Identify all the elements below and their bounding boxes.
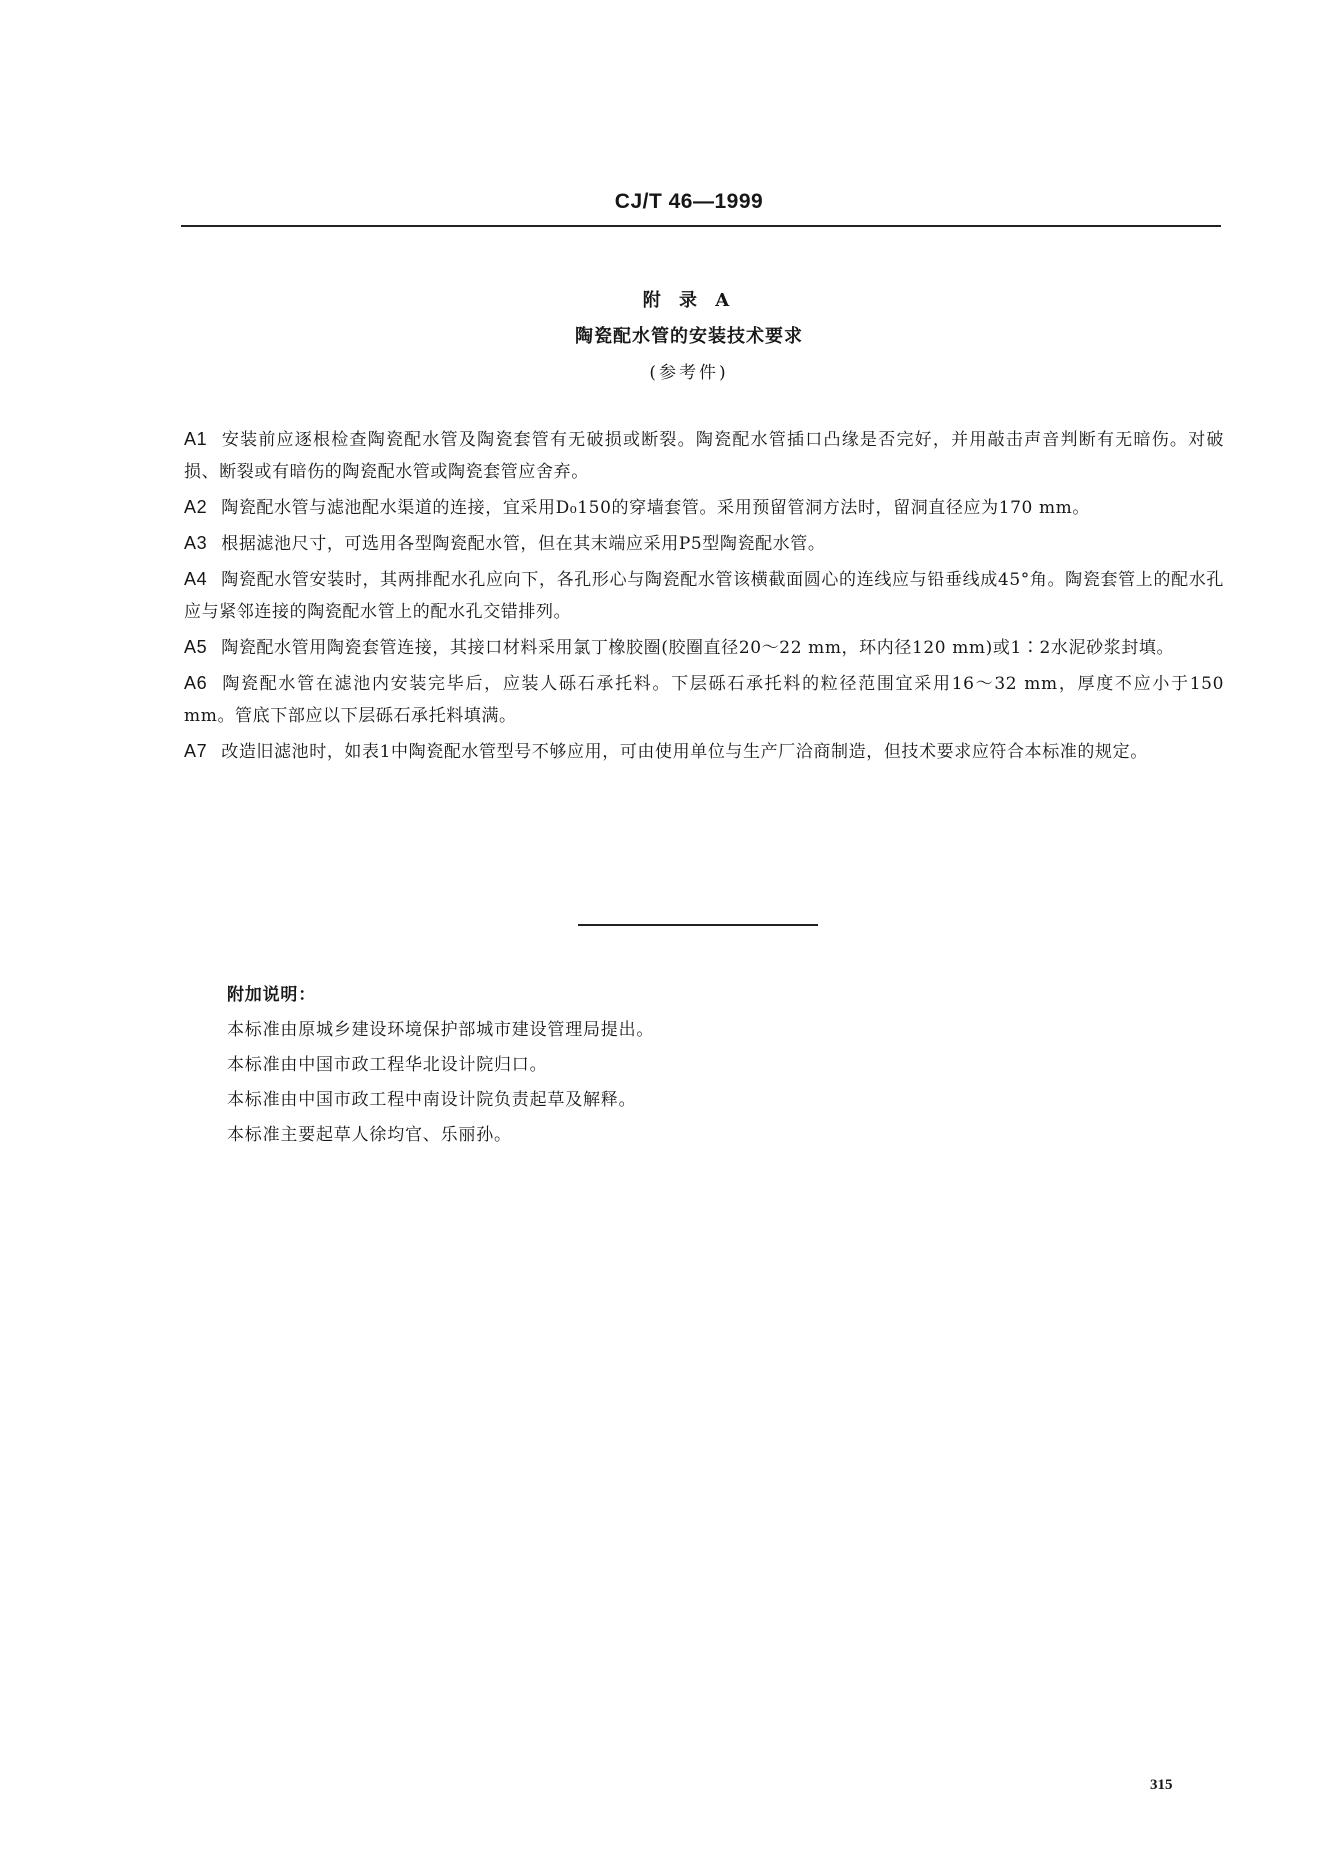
clause-a4 bbox=[184, 563, 1224, 628]
page-number: 315 bbox=[1150, 1777, 1173, 1793]
annex-note: (参考件) bbox=[649, 363, 729, 383]
clause-text: 陶瓷配水管在滤池内安装完毕后，应装人砾石承托料。下层砾石承托料的粒径范围宜采用16～32 mm，厚度不应小于150 mm。管底下部应以下层砾石承托料填满。 bbox=[184, 674, 1224, 726]
clause-id: A6 bbox=[184, 673, 208, 693]
clause-a3 bbox=[184, 527, 1224, 560]
clause-a7 bbox=[184, 735, 1224, 768]
clause-text: 陶瓷配水管安装时，其两排配水孔应向下，各孔形心与陶瓷配水管该横截面圆心的连线应与铅垂线成45°角。陶瓷套管上的配水孔应与紧邻连接的陶瓷配水管上的配水孔交错排列。 bbox=[184, 570, 1224, 622]
clause-text: 根据滤池尺寸，可选用各型陶瓷配水管，但在其末端应采用P5型陶瓷配水管。 bbox=[221, 534, 826, 554]
clause-a5 bbox=[184, 631, 1224, 664]
clause-text: 安装前应逐根检查陶瓷配水管及陶瓷套管有无破损或断裂。陶瓷配水管插口凸缘是否完好，并用敲击声音判断有无暗伤。对破损、断裂或有暗伤的陶瓷配水管或陶瓷套管应舍弃。 bbox=[184, 430, 1224, 482]
clause-a2 bbox=[184, 491, 1224, 524]
clause-id: A5 bbox=[184, 637, 208, 657]
annex-label: 附 录 A bbox=[642, 290, 736, 311]
clause-list bbox=[184, 423, 1224, 771]
clause-id: A1 bbox=[184, 429, 208, 449]
annex-title: 陶瓷配水管的安装技术要求 bbox=[575, 326, 803, 347]
clause-id: A3 bbox=[184, 533, 208, 553]
standard-code: CJ/T 46—1999 bbox=[614, 190, 764, 213]
header-rule bbox=[181, 225, 1221, 227]
clause-a1 bbox=[184, 423, 1224, 488]
notes-line: 本标准由中国市政工程华北设计院归口。 bbox=[227, 1055, 548, 1075]
section-separator bbox=[578, 924, 818, 926]
notes-line: 本标准由中国市政工程中南设计院负责起草及解释。 bbox=[227, 1090, 637, 1110]
clause-text: 改造旧滤池时，如表1中陶瓷配水管型号不够应用，可由使用单位与生产厂洽商制造，但技术要求应符合本标准的规定。 bbox=[221, 742, 1148, 762]
clause-id: A4 bbox=[184, 569, 208, 589]
notes-line: 本标准由原城乡建设环境保护部城市建设管理局提出。 bbox=[227, 1020, 655, 1040]
clause-text: 陶瓷配水管用陶瓷套管连接，其接口材料采用氯丁橡胶圈(胶圈直径20～22 mm，环内径120 mm)或1∶2水泥砂浆封填。 bbox=[221, 638, 1175, 658]
notes-heading: 附加说明： bbox=[227, 985, 316, 1005]
notes-line: 本标准主要起草人徐均官、乐丽孙。 bbox=[227, 1125, 512, 1145]
clause-a6 bbox=[184, 667, 1224, 732]
clause-text: 陶瓷配水管与滤池配水渠道的连接，宜采用D₀150的穿墙套管。采用预留管洞方法时，留洞直径应为170 mm。 bbox=[221, 498, 1091, 518]
clause-id: A2 bbox=[184, 497, 208, 517]
additional-notes bbox=[227, 978, 1127, 1153]
clause-id: A7 bbox=[184, 741, 208, 761]
